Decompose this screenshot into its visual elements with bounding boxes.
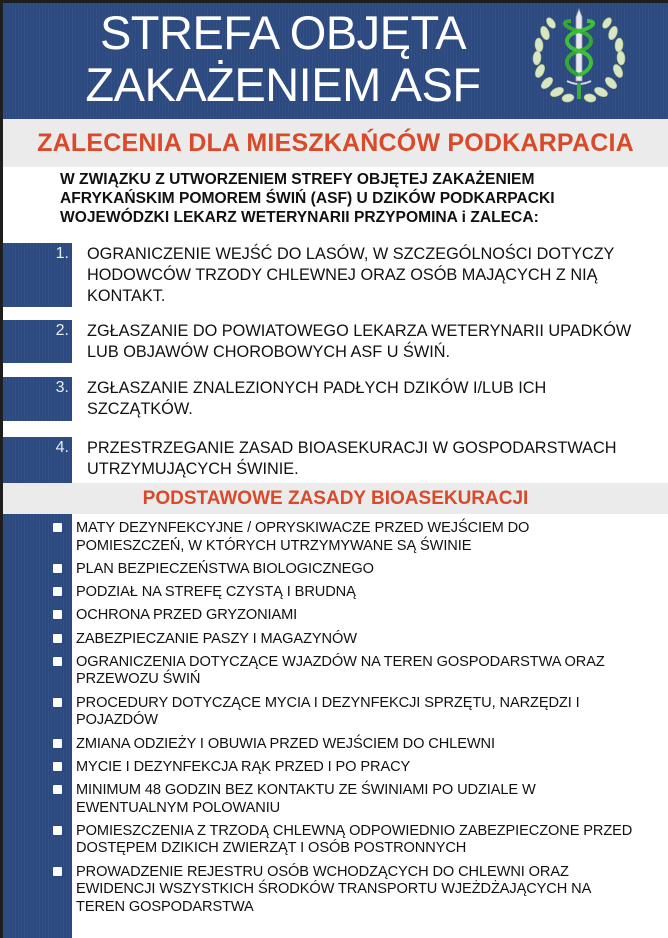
item-line: MINIMUM 48 GODZIN BEZ KONTAKTU ZE ŚWINIAMI PO UDZIALE W	[76, 782, 536, 799]
item-line: KONTAKT.	[87, 287, 166, 305]
biosecurity-item	[49, 823, 664, 858]
number-block-3	[3, 377, 72, 421]
checkbox-icon	[52, 609, 63, 620]
checkbox-icon	[52, 586, 63, 597]
item-line: POJAZDÓW	[76, 712, 158, 729]
item-line: UTRZYMUJĄCYCH ŚWINIE.	[87, 460, 299, 478]
biosecurity-item	[49, 736, 664, 754]
item-line: EWENTUALNYM POLOWANIU	[76, 799, 281, 816]
recommendation-item-3	[87, 378, 667, 420]
number-block-4	[3, 437, 72, 483]
biosecurity-item	[49, 782, 664, 817]
item-line: MATY DEZYNFEKCYJNE / OPRYSKIWACZE PRZED WEJŚCIEM DO	[76, 520, 530, 536]
title-line-2: ZAKAŻENIEM ASF	[85, 58, 481, 111]
biosecurity-item	[49, 695, 664, 730]
recommendation-item-2	[87, 321, 667, 363]
item-line: OGRANICZENIE WEJŚĆ DO LASÓW, W SZCZEGÓLNOŚCI DOTYCZY	[87, 245, 615, 263]
biosecurity-item	[49, 759, 664, 777]
item-number: 4.	[55, 439, 69, 456]
item-line: PRZESTRZEGANIE ZASAD BIOASEKURACJI W GOSPODARSTWACH	[87, 439, 617, 457]
intro-line: W ZWIĄZKU Z UTWORZENIEM STREFY OBJĘTEJ ZAKAŻENIEM	[60, 171, 535, 188]
biosecurity-item	[49, 607, 664, 625]
checkbox-icon	[52, 738, 63, 749]
checkbox-icon	[52, 697, 63, 708]
item-line: ZGŁASZANIE DO POWIATOWEGO LEKARZA WETERYNARII UPADKÓW	[87, 322, 632, 340]
checkbox-icon	[52, 761, 63, 772]
item-line: ZMIANA ODZIEŻY I OBUWIA PRZED WEJŚCIEM DO CHLEWNI	[76, 735, 495, 752]
checkbox-icon	[52, 866, 63, 877]
intro-line: AFRYKAŃSKIM POMOREM ŚWIŃ (ASF) U DZIKÓW PODKARPACKI	[60, 190, 555, 207]
biosecurity-item	[49, 584, 664, 602]
item-line: POMIESZCZENIA Z TRZODĄ CHLEWNĄ ODPOWIEDNIO ZABEZPIECZONE PRZED	[76, 822, 633, 839]
intro-text	[60, 170, 660, 227]
biosecurity-list	[49, 520, 664, 922]
poster-page	[3, 3, 668, 938]
item-line: PROWADZENIE REJESTRU OSÓB WCHODZĄCYCH DO CHLEWNI ORAZ	[76, 863, 569, 880]
biosecurity-item	[49, 864, 664, 917]
item-line: ZGŁASZANIE ZNALEZIONYCH PADŁYCH DZIKÓW I/LUB ICH	[87, 379, 547, 397]
checkbox-icon	[52, 784, 63, 795]
checkbox-icon	[52, 825, 63, 836]
item-line: LUB OBJAWÓW CHOROBOWYCH ASF U ŚWIŃ.	[87, 343, 451, 361]
veterinary-emblem-icon	[523, 3, 635, 115]
item-line: EWIDENCJI WSZYSTKICH ŚRODKÓW TRANSPORTU WJEŻDŻAJĄCYCH NA	[76, 881, 592, 898]
number-block-2	[3, 320, 72, 363]
item-line: MYCIE I DEZYNFEKCJA RĄK PRZED I PO PRACY	[76, 758, 411, 775]
item-line: HODOWCÓW TRZODY CHLEWNEJ ORAZ OSÓB MAJĄCYCH Z NIĄ	[87, 266, 598, 284]
page-title	[43, 7, 523, 111]
recommendations-heading: ZALECENIA DLA MIESZKAŃCÓW PODKARPACIA	[3, 119, 668, 167]
item-line: OCHRONA PRZED GRYZONIAMI	[76, 607, 298, 624]
item-line: PLAN BEZPIECZEŃSTWA BIOLOGICZNEGO	[76, 560, 374, 577]
item-line: PROCEDURY DOTYCZĄCE MYCIA I DEZYNFEKCJI SPRZĘTU, NARZĘDZI I	[76, 694, 580, 711]
item-line: POMIESZCZEŃ, W KTÓRYCH UTRZYMYWANE SĄ ŚWINIE	[76, 537, 472, 554]
item-line: ZABEZPIECZANIE PASZY I MAGAZYNÓW	[76, 630, 357, 647]
checkbox-icon	[52, 522, 63, 533]
item-line: PODZIAŁ NA STREFĘ CZYSTĄ I BRUDNĄ	[76, 584, 356, 601]
checkbox-icon	[52, 563, 63, 574]
number-block-1	[3, 243, 72, 307]
recommendation-item-4	[87, 438, 667, 480]
header-banner	[3, 3, 668, 119]
biosecurity-heading: PODSTAWOWE ZASADY BIOASEKURACJI	[3, 483, 668, 514]
recommendation-item-1	[87, 244, 667, 307]
checkbox-icon	[52, 656, 63, 667]
biosecurity-item	[49, 561, 664, 579]
title-line-1: STREFA OBJĘTA	[99, 6, 467, 59]
biosecurity-item	[49, 520, 664, 555]
item-number: 1.	[55, 245, 69, 262]
item-line: SZCZĄTKÓW.	[87, 400, 193, 418]
checkbox-icon	[52, 633, 63, 644]
item-line: TEREN GOSPODARSTWA	[76, 898, 254, 915]
item-line: OGRANICZENIA DOTYCZĄCE WJAZDÓW NA TEREN GOSPODARSTWA ORAZ	[76, 653, 605, 670]
item-number: 3.	[55, 379, 69, 396]
item-line: PRZEWOZU ŚWIŃ	[76, 671, 201, 688]
item-number: 2.	[55, 322, 69, 339]
biosecurity-item	[49, 654, 664, 689]
intro-line: WOJEWÓDZKI LEKARZ WETERYNARII PRZYPOMINA i ZALECA:	[60, 209, 539, 226]
item-line: DOSTĘPEM DZIKICH ZWIERZĄT I OSÓB POSTRONNYCH	[76, 840, 467, 857]
biosecurity-item	[49, 631, 664, 649]
